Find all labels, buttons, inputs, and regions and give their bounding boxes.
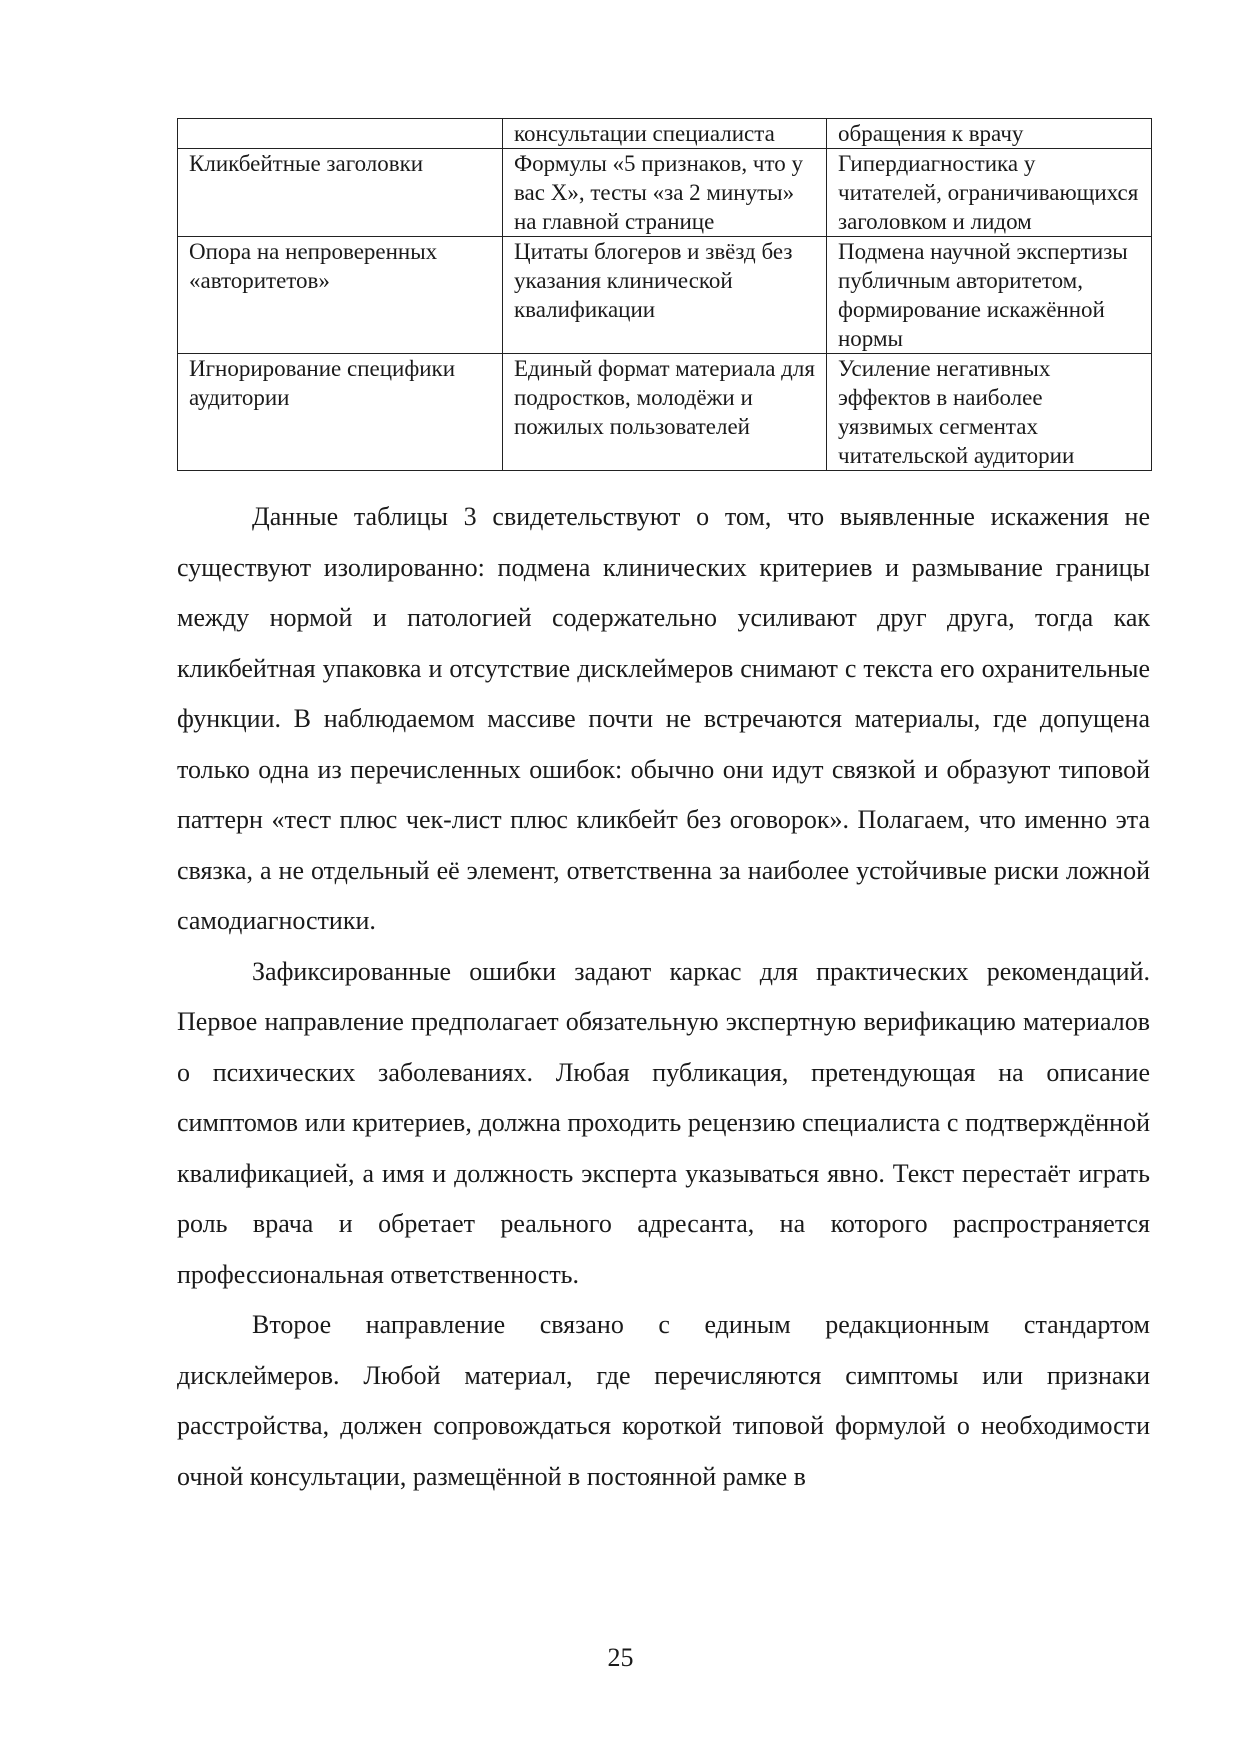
table-cell-error: Опора на непроверенных «авторитетов» — [178, 237, 503, 354]
table-cell-error: Кликбейтные заголовки — [178, 149, 503, 237]
table-cell-consequence: обращения к врачу — [827, 119, 1152, 149]
table-cell-manifestation: консультации специалиста — [503, 119, 827, 149]
table-cell-manifestation: Формулы «5 признаков, что у вас X», тесты «за 2 минуты» на главной странице — [503, 149, 827, 237]
paragraph: Данные таблицы 3 свидетельствуют о том, что выявленные искажения не существуют изолированно: подмена клинических критериев и размывание границы между нормой и патологией содержательно усиливают друг друга, тогда как кликбейтная упаковка и отсутствие дисклеймеров снимают с текста его охранительные функции. В наблюдаемом массиве почти не встречаются материалы, где допущена только одна из перечисленных ошибок: обычно они идут связкой и образуют типовой паттерн «тест плюс чек-лист плюс кликбейт без оговорок». Полагаем, что именно эта связка, а не отдельный её элемент, ответственна за наиболее устойчивые риски ложной самодиагностики. — [177, 502, 1150, 935]
table-cell-consequence: Усиление негативных эффектов в наиболее уязвимых сегментах читательской аудитории — [827, 354, 1152, 471]
table-cell-error: Игнорирование специфики аудитории — [178, 354, 503, 471]
table-cell-consequence: Гипердиагностика у читателей, ограничивающихся заголовком и лидом — [827, 149, 1152, 237]
page-number: 25 — [607, 1643, 634, 1672]
table-cell-error — [178, 119, 503, 149]
table-cell-consequence: Подмена научной экспертизы публичным авторитетом, формирование искажённой нормы — [827, 237, 1152, 354]
paragraph: Зафиксированные ошибки задают каркас для практических рекомендаций. Первое направление предполагает обязательную экспертную верификацию материалов о психических заболеваниях. Любая публикация, претендующая на описание симптомов или критериев, должна проходить рецензию специалиста с подтверждённой квалификацией, а имя и должность эксперта указываться явно. Текст перестаёт играть роль врача и обретает реального адресанта, на которого распространяется профессиональная ответственность. — [177, 956, 1150, 1289]
table-cell-manifestation: Единый формат материала для подростков, молодёжи и пожилых пользователей — [503, 354, 827, 471]
paragraph: Второе направление связано с единым редакционным стандартом дисклеймеров. Любой материал, где перечисляются симптомы или признаки расстройства, должен сопровождаться короткой типовой формулой о необходимости очной консультации, размещённой в постоянной рамке в — [177, 1310, 1150, 1491]
table-cell-manifestation: Цитаты блогеров и звёзд без указания клинической квалификации — [503, 237, 827, 354]
table-row — [178, 237, 1152, 354]
errors-table — [177, 118, 1152, 471]
table-row — [178, 354, 1152, 471]
table-row — [178, 119, 1152, 149]
body-text — [177, 492, 1150, 1502]
table-row — [178, 149, 1152, 237]
